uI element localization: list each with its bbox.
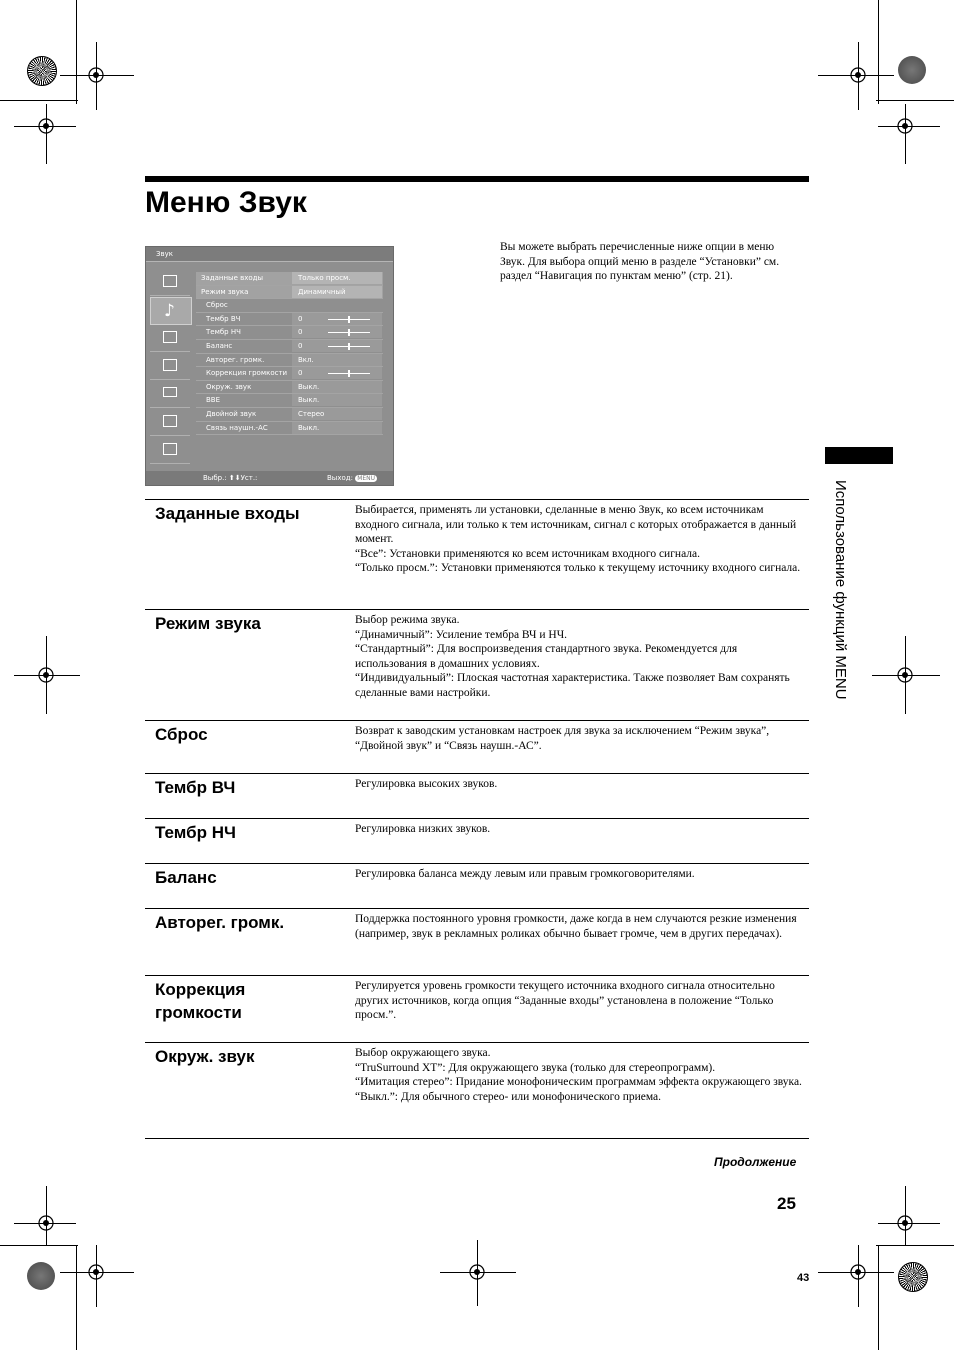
option-term: Режим звука: [155, 614, 261, 633]
row-divider: [145, 1042, 809, 1043]
tv-menu-row-label: Сброс: [206, 301, 228, 310]
tv-menu-row-value: 0: [298, 328, 303, 337]
option-description: Поддержка постоянного уровня громкости, даже когда в нем случаются резкие изменения (например, звук в рекламных роликах обычно бывает громче, чем в других передачах).: [355, 913, 797, 940]
gray-rosette-icon: [27, 1262, 55, 1290]
registration-cross-icon: [847, 1261, 869, 1283]
tv-menu-icon-column: [148, 265, 191, 470]
screen-menu-icon: [150, 325, 190, 352]
tv-menu-row-value: 0: [298, 369, 303, 378]
tv-menu-row-label: Двойной звук: [206, 409, 257, 418]
option-description: Регулируется уровень громкости текущего источника входного сигнала относительно других источников, когда опция “Заданные входы” установлена в положение “Только просм.”.: [355, 980, 775, 1021]
tv-menu-row-label: Заданные входы: [201, 274, 264, 282]
registration-cross-icon: [35, 115, 57, 137]
side-tab-bar: [825, 447, 893, 464]
tv-menu-row-value: Только просм.: [298, 274, 351, 282]
intro-text: Вы можете выбрать перечисленные ниже опции в меню Звук. Для выбора опций меню в разделе “Установки” см. раздел “Навигация по пунктам меню” (стр. 21).: [500, 241, 780, 282]
setup-menu-icon: [150, 381, 190, 408]
sound-menu-icon: ♪: [150, 297, 192, 325]
tv-menu-row-label: Тембр НЧ: [206, 328, 241, 337]
row-divider: [145, 908, 809, 909]
tv-menu-list: [196, 272, 383, 435]
registration-cross-icon: [894, 115, 916, 137]
option-description: Регулировка низких звуков.: [355, 823, 491, 835]
row-divider: [145, 975, 809, 976]
tv-menu-row-value: Динамичный: [298, 287, 346, 296]
tv-menu-row-value: 0: [298, 314, 303, 323]
registration-cross-icon: [35, 1212, 57, 1234]
tv-menu-row-value: Выкл.: [298, 423, 320, 432]
tv-menu-row-label: Коррекция громкости: [206, 369, 288, 378]
option-description: Выбирается, применять ли установки, сделанные в меню Звук, ко всем источникам входного сигнала, или только к тем источникам, сигнал с которых отображается в данный момент. “Все”: Установки применяются ко всем источникам входного сигнала. “Только просм.”: Установки применяются только к текущему источнику входного сигнала.: [355, 504, 801, 574]
pc-setup-menu-icon: [150, 409, 190, 436]
option-description: Регулировка баланса между левым или правым громкоговорителями.: [355, 868, 695, 880]
option-term: Коррекция громкости: [155, 980, 246, 1022]
features-menu-icon: [150, 353, 190, 380]
tv-menu-row: [196, 299, 383, 313]
tv-menu-slider-knob: [348, 329, 350, 336]
title-rule: [145, 176, 809, 182]
tv-menu-slider-knob: [348, 370, 350, 377]
option-term: Тембр ВЧ: [155, 778, 236, 797]
row-divider: [145, 499, 809, 500]
tv-menu-row-label: Авторег. громк.: [206, 355, 265, 364]
tv-menu-row-value: Вкл.: [298, 355, 314, 364]
menu-button-icon: MENU: [357, 475, 376, 482]
tv-menu-row-label: Окруж. звук: [206, 382, 252, 391]
tv-menu-row-label: Связь наушн.-АС: [206, 423, 268, 432]
starburst-rosette-icon: [898, 1262, 928, 1292]
row-divider: [145, 773, 809, 774]
tv-menu-row: [196, 272, 383, 286]
tv-menu-row-label: Режим звука: [201, 287, 249, 296]
option-term: Баланс: [155, 868, 217, 887]
page-number: 25: [777, 1194, 796, 1213]
picture-menu-icon: [150, 269, 190, 296]
row-divider: [145, 818, 809, 819]
tv-menu-row: [196, 394, 383, 408]
option-description: Возврат к заводским установкам настроек для звука за исключением “Режим звука”, “Двойной звук” и “Связь наушн.-АС”.: [355, 725, 770, 752]
tv-menu-row-label: Баланс: [206, 341, 233, 350]
gray-rosette-icon: [898, 56, 926, 84]
tv-menu-slider-knob: [348, 316, 350, 323]
channel-menu-icon: [150, 437, 190, 464]
tv-menu-row: [196, 422, 383, 436]
tv-menu-row-value: Выкл.: [298, 382, 320, 391]
tv-menu-row: [196, 286, 383, 300]
tv-menu-slider-knob: [348, 343, 350, 350]
option-term: Тембр НЧ: [155, 823, 236, 842]
tv-menu-row: [196, 354, 383, 368]
row-divider: [145, 720, 809, 721]
option-description: Выбор режима звука. “Динамичный”: Усиление тембра ВЧ и НЧ. “Стандартный”: Для воспроизведения стандартного звука. Рекомендуется для использования в домашних условиях. “Индивидуальный”: Плоская частотная характеристика. Также позволяет Вам сохранять сделанные вами настройки.: [355, 614, 790, 699]
registration-cross-icon: [35, 664, 57, 686]
starburst-rosette-icon: [27, 56, 57, 86]
continued-label: Продолжение: [714, 1155, 797, 1169]
tv-menu-row: [196, 340, 383, 354]
option-term: Заданные входы: [155, 504, 300, 523]
tv-menu-row-value: Стерео: [298, 409, 325, 418]
tv-menu-row: [196, 381, 383, 395]
option-term: Окруж. звук: [155, 1047, 255, 1066]
option-term: Авторег. громк.: [155, 913, 285, 932]
registration-cross-icon: [466, 1261, 488, 1283]
option-description: Регулировка высоких звуков.: [355, 778, 498, 790]
row-divider: [145, 1138, 809, 1139]
page-title: Меню Звук: [145, 186, 307, 219]
tv-menu-row: [196, 326, 383, 340]
registration-cross-icon: [85, 1261, 107, 1283]
tv-menu-row-label: Тембр ВЧ: [206, 314, 241, 323]
registration-cross-icon: [894, 1212, 916, 1234]
tv-menu-row: [196, 367, 383, 381]
tv-menu-row-value: 0: [298, 341, 303, 350]
row-divider: [145, 609, 809, 610]
tv-menu-row: [196, 408, 383, 422]
tv-menu-header: Звук: [146, 247, 393, 262]
tv-menu-row: [196, 313, 383, 327]
option-term: Сброс: [155, 725, 208, 744]
tv-menu-screenshot: [145, 246, 394, 486]
side-tab-label: Использование функций MENU: [832, 480, 849, 700]
tv-menu-row-label: BBE: [206, 396, 221, 405]
print-number: 43: [797, 1272, 810, 1284]
row-divider: [145, 863, 809, 864]
tv-menu-row-value: Выкл.: [298, 396, 320, 405]
registration-cross-icon: [85, 64, 107, 86]
registration-cross-icon: [847, 64, 869, 86]
tv-menu-footer: Выбр.: ⬆⬇Уст.: Выход: MENU: [146, 471, 393, 485]
option-description: Выбор окружающего звука. “TruSurround XT”: Для окружающего звука (только для стереопрограмм). “Имитация стерео”: Придание монофоническим программам эффекта окружающего звука. “Выкл.”: Для обычного стерео- или монофонического приема.: [355, 1047, 802, 1103]
registration-cross-icon: [894, 664, 916, 686]
